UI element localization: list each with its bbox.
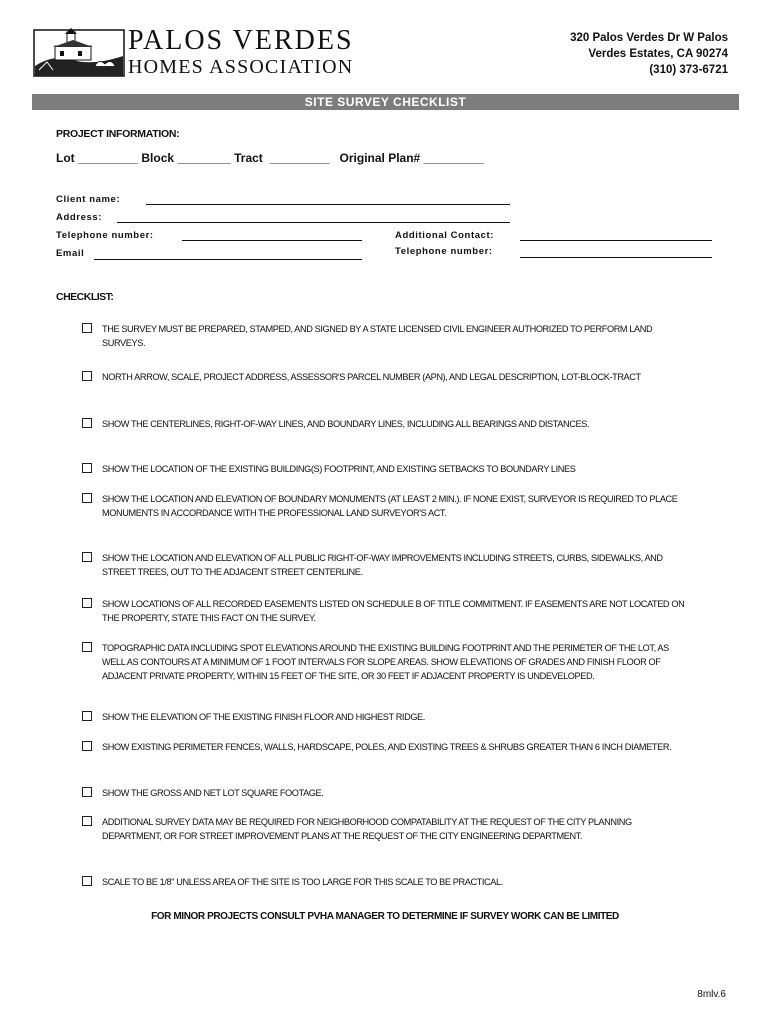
checkbox[interactable] <box>82 816 92 826</box>
checkbox[interactable] <box>82 371 92 381</box>
page-title: SITE SURVEY CHECKLIST <box>32 94 739 110</box>
logo <box>33 26 128 78</box>
telephone-label: Telephone number: <box>56 230 154 241</box>
footer-note: FOR MINOR PROJECTS CONSULT PVHA MANAGER TO DETERMINE IF SURVEY WORK CAN BE LIMITED <box>151 911 619 922</box>
checkbox[interactable] <box>82 741 92 751</box>
telephone2-field[interactable] <box>520 257 712 258</box>
checklist-item-text: TOPOGRAPHIC DATA INCLUDING SPOT ELEVATIONS AROUND THE EXISTING BUILDING FOOTPRINT AND THE PERIMETER OF THE LOT, AS WELL AS CONTOURS AT A MINIMUM OF 1 FOOT INTERVALS FOR SLOPE AREAS. SHOW ELEVATIONS OF GRADES AND FINISH FLOOR OF ADJACENT PRIVATE PROPERTY, WITHIN 15 FEET OF THE SITE, OR 30 FEET IF ADJACENT PROPERTY IS UNDEVELOPED. <box>102 643 669 681</box>
org-name-line1: PALOS VERDES <box>128 25 354 56</box>
checkbox[interactable] <box>82 463 92 473</box>
checklist-item-text: SHOW EXISTING PERIMETER FENCES, WALLS, HARDSCAPE, POLES, AND EXISTING TREES & SHRUBS GREATER THAN 6 INCH DIAMETER. <box>102 742 672 752</box>
checklist-item-text: NORTH ARROW, SCALE, PROJECT ADDRESS, ASSESSOR'S PARCEL NUMBER (APN), AND LEGAL DESCRIPTION, LOT-BLOCK-TRACT <box>102 372 641 382</box>
address-line1: 320 Palos Verdes Dr W Palos <box>570 32 728 44</box>
checkbox[interactable] <box>82 787 92 797</box>
telephone2-label: Telephone number: <box>395 246 493 257</box>
checklist-item-text: SHOW THE LOCATION AND ELEVATION OF ALL PUBLIC RIGHT-OF-WAY IMPROVEMENTS INCLUDING STREETS, CURBS, SIDEWALKS, AND STREET TREES, OUT TO THE ADJACENT STREET CENTERLINE. <box>102 553 663 577</box>
checklist-item-text: SHOW THE LOCATION AND ELEVATION OF BOUNDARY MONUMENTS (AT LEAST 2 MIN.). IF NONE EXIST, SURVEYOR IS REQUIRED TO PLACE MONUMENTS IN ACCORDANCE WITH THE PROFESSIONAL LAND SURVEYOR'S ACT. <box>102 494 678 518</box>
address-line2: Verdes Estates, CA 90274 <box>588 48 728 60</box>
client-name-field[interactable] <box>146 204 510 205</box>
checklist-item-text: SHOW LOCATIONS OF ALL RECORDED EASEMENTS LISTED ON SCHEDULE B OF TITLE COMMITMENT. IF EASEMENTS ARE NOT LOCATED ON THE PROPERTY, STATE THIS FACT ON THE SURVEY. <box>102 599 685 623</box>
additional-contact-field[interactable] <box>520 240 712 241</box>
checklist-heading: CHECKLIST: <box>56 291 114 303</box>
page-code: 8mlv.6 <box>697 989 726 1000</box>
checklist-item-text: ADDITIONAL SURVEY DATA MAY BE REQUIRED FOR NEIGHBORHOOD COMPATABILITY AT THE REQUEST OF THE CITY PLANNING DEPARTMENT, OR FOR STREET IMPROVEMENT PLANS AT THE REQUEST OF THE CITY ENGINEERING DEPARTMENT. <box>102 817 632 841</box>
checkbox[interactable] <box>82 598 92 608</box>
checklist-item-text: SHOW THE LOCATION OF THE EXISTING BUILDING(S) FOOTPRINT, AND EXISTING SETBACKS TO BOUNDARY LINES <box>102 464 576 474</box>
client-name-label: Client name: <box>56 194 121 205</box>
checklist-item-text: SCALE TO BE 1/8" UNLESS AREA OF THE SITE IS TOO LARGE FOR THIS SCALE TO BE PRACTICAL. <box>102 877 503 887</box>
lot-block-tract-line: Lot _________ Block ________ Tract _________ Original Plan# _________ <box>56 151 484 165</box>
checkbox[interactable] <box>82 876 92 886</box>
checklist-item-text: SHOW THE ELEVATION OF THE EXISTING FINISH FLOOR AND HIGHEST RIDGE. <box>102 712 425 722</box>
address-label: Address: <box>56 212 102 223</box>
checklist-item-text: THE SURVEY MUST BE PREPARED, STAMPED, AND SIGNED BY A STATE LICENSED CIVIL ENGINEER AUTHORIZED TO PERFORM LAND SURVEYS. <box>102 324 653 348</box>
phone: (310) 373-6721 <box>649 64 728 76</box>
additional-contact-label: Additional Contact: <box>395 230 495 241</box>
checkbox[interactable] <box>82 418 92 428</box>
checkbox[interactable] <box>82 552 92 562</box>
checkbox[interactable] <box>82 642 92 652</box>
org-name-line2: HOMES ASSOCIATION <box>128 56 354 78</box>
project-info-heading: PROJECT INFORMATION: <box>56 128 180 140</box>
checkbox[interactable] <box>82 323 92 333</box>
email-label: Email <box>56 248 85 259</box>
address-field[interactable] <box>117 222 510 223</box>
checkbox[interactable] <box>82 493 92 503</box>
checklist-item-text: SHOW THE CENTERLINES, RIGHT-OF-WAY LINES, AND BOUNDARY LINES, INCLUDING ALL BEARINGS AND DISTANCES. <box>102 419 590 429</box>
telephone-field[interactable] <box>182 240 362 241</box>
checklist-item-text: SHOW THE GROSS AND NET LOT SQUARE FOOTAGE. <box>102 788 324 798</box>
org-address <box>570 30 728 78</box>
checkbox[interactable] <box>82 711 92 721</box>
email-field[interactable] <box>94 259 362 260</box>
